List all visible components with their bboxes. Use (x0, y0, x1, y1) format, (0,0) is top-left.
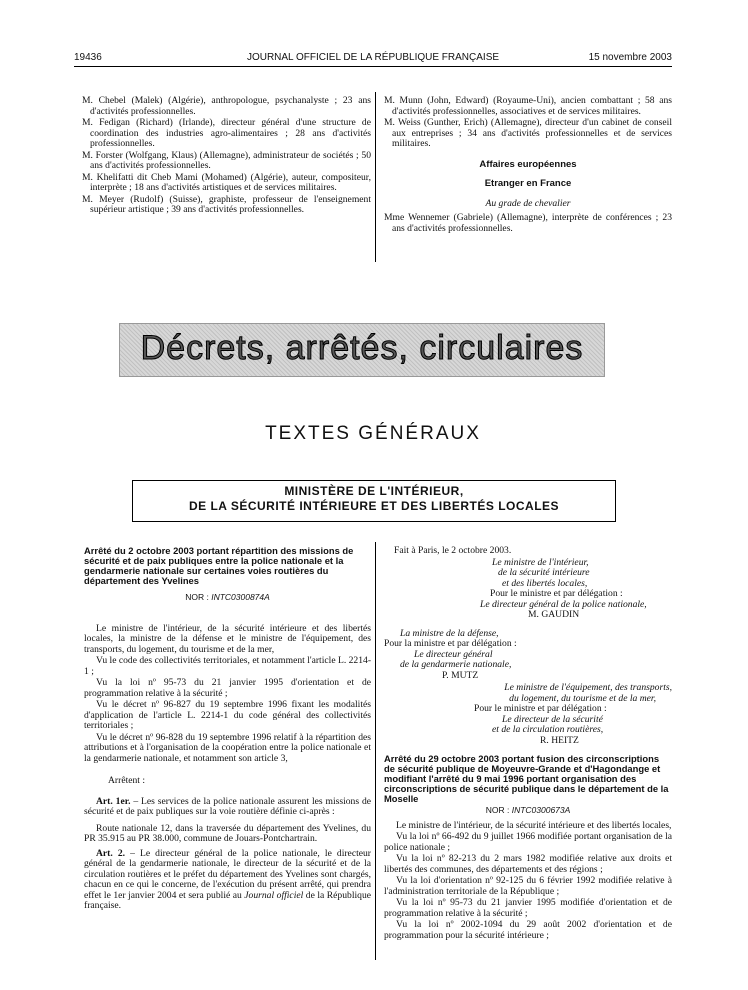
arretent: Arrêtent : (108, 775, 146, 786)
signature-block-interieur: Le ministre de l'intérieur, de la sécurité intérieure et des libertés locales, (492, 556, 590, 589)
top-right-column (384, 96, 672, 235)
section-banner (119, 323, 605, 377)
arrete-1 (84, 546, 371, 913)
signatory: M. GAUDIN (528, 609, 580, 620)
route-definition: Route nationale 12, dans la traversée du département des Yvelines, du PR 35.915 au PR 38.000, commune de Jouars-Pontchartrain. (84, 822, 371, 844)
ministry-line-1: MINISTÈRE DE L'INTÉRIEUR, (284, 484, 464, 498)
paragraph: Vu la loi d'orientation nº 92-125 du 6 février 1992 modifiée relative à l'administration territoriale de la République ; (384, 875, 672, 897)
article-2: Art. 2. – Le directeur général de la police nationale, le directeur général de la gendarmerie nationale, le directeur de la sécurité et de la circulation routières et le préfet du département des Yvelines sont chargés, chacun en ce qui le concerne, de l'exécution du présent arrêté, qui prendra effet le 1er janvier 2004 et sera publié au Journal officiel de la République française. (84, 847, 372, 911)
header-rule (74, 66, 672, 67)
list-item: M. Chebel (Malek) (Algérie), anthropologue, psychanalyste ; 23 ans d'activités professionnelles. (82, 95, 371, 117)
ministry-box (132, 480, 616, 522)
list-item: M. Khelifatti dit Cheb Mami (Mohamed) (Algérie), auteur, compositeur, interprète ; 18 ans d'activités artistiques et de services militaires. (82, 171, 371, 193)
nor-label: NOR : (485, 805, 510, 815)
nor-code: INTC0300673A (511, 805, 571, 815)
paragraph: Le ministre de l'intérieur, de la sécurité intérieure et des libertés locales, (396, 819, 672, 831)
signatory: P. MUTZ (442, 669, 479, 681)
top-left-column (82, 96, 371, 217)
signature-date: Fait à Paris, le 2 octobre 2003. (394, 545, 512, 556)
paragraph: Vu le décret nº 96-828 du 19 septembre 1996 relatif à la répartition des attributions et à l'organisation de la coopération entre la police nationale et la gendarmerie nationale, et notamment son article 3, (84, 731, 371, 764)
list-item: M. Weiss (Gunther, Erich) (Allemagne), directeur d'un cabinet de conseil aux entreprises ; 34 ans d'activités professionnelles et de services militaires. (384, 117, 672, 149)
paragraph: Vu la loi nº 95-73 du 21 janvier 1995 d'orientation et de programmation relative à la sécurité ; (84, 677, 371, 699)
arrete-2-title: Arrêté du 29 octobre 2003 portant fusion des circonscriptions de sécurité publique de Moyeuvre-Grande et d'Hagondange et modifiant l'arrêté du 9 mai 1996 portant organisation des circonscriptions de sécurité publique dans le département de la Moselle (384, 753, 669, 804)
article-label: Art. 2. (96, 847, 126, 859)
article-1: Art. 1er. – Les services de la police nationale assurent les missions de sécurité et de paix publiques sur la voie routière définie ci-après : (84, 795, 372, 817)
arrete-1-nor (84, 592, 371, 603)
list-item: Mme Wennemer (Gabriele) (Allemagne), interprète de conférences ; 23 ans d'activités professionnelles. (384, 212, 672, 234)
nor-code: INTC0300874A (211, 592, 270, 602)
signatures-and-arrete-2: Fait à Paris, le 2 octobre 2003. Le ministre de l'intérieur, de la sécurité intérieure et des libertés locales, Pour le ministre et par délégation : Le directeur général de la police nationale, M. GAUDIN La ministre de la défense, Pour la ministre et par délégation : Le directeur général de la gendarmerie nationale, P. MUTZ Le ministre de l'équipement, des transports, du logement, du tourisme et de la mer, Pour le ministre et par délégation : Le directeur de la sécurité et de la circulation routières, R. HEITZ Arrêté du 29 octobre 2003 portant fusion des circonscriptions de sécurité publique de Moyeuvre-Grande et d'Hagondange et modifiant l'arrêté du 9 mai 1996 portant organisation des circonscriptions de sécurité publique dans le département de la Moselle NOR : INTC0300673A Le ministre de l'intérieur, de la sécurité intérieure et des libertés locales, Vu la loi nº 66-492 du 9 juillet 1966 modifiée portant organisation de la police nationale ; Vu la loi nº 82-213 du 2 mars 1982 modifiée relative aux droits et libertés des communes, des départements et des régions ; Vu la loi d'orientation nº 92-125 du 6 février 1992 modifiée relative à l'administration territoriale de la République ; Vu la loi nº 95-73 du 21 janvier 1995 modifiée d'orientation et de programmation relative à la sécurité ; Vu la loi nº 2002-1094 du 29 août 2002 d'orientation et de programmation pour la sécurité intérieure ; (384, 545, 672, 941)
issue-date: 15 novembre 2003 (588, 52, 672, 63)
paragraph: Vu le code des collectivités territoriales, et notamment l'article L. 2214-1 ; (84, 655, 372, 677)
arrete-2-nor (384, 805, 672, 816)
paragraph: Vu le décret nº 96-827 du 19 septembre 1996 fixant les modalités d'application de l'article L. 2214-1 du code général des collectivités territoriales ; (84, 699, 371, 731)
paragraph: Vu la loi nº 66-492 du 9 juillet 1966 modifiée portant organisation de la police nationale ; (384, 831, 672, 853)
grade-heading: Au grade de chevalier (485, 197, 571, 209)
nor-label: NOR : (185, 592, 209, 602)
article-label: Art. 1er. (96, 795, 131, 807)
paragraph: Le ministre de l'intérieur, de la sécurité intérieure et des libertés locales, la ministre de la défense et le ministre de l'équipement, des transports, du logement, du tourisme et de la mer, (84, 622, 371, 655)
list-item: M. Forster (Wolfgang, Klaus) (Allemagne), administrateur de sociétés ; 50 ans d'activités professionnelles. (82, 149, 371, 171)
column-divider (375, 92, 376, 262)
list-item: M. Fedigan (Richard) (Irlande), directeur général d'une structure de coordination des industries agro-alimentaires ; 28 ans d'activités professionnelles. (82, 117, 371, 149)
page-number: 19436 (74, 52, 102, 63)
affaires-heading: Affaires européennes (479, 158, 577, 170)
journal-title: JOURNAL OFFICIEL DE LA RÉPUBLIQUE FRANÇAISE (246, 52, 500, 63)
paragraph: Vu la loi nº 82-213 du 2 mars 1982 modifiée relative aux droits et libertés des communes, des départements et des régions ; (384, 853, 672, 875)
paragraph: Vu la loi nº 95-73 du 21 janvier 1995 modifiée d'orientation et de programmation relative à la sécurité ; (384, 897, 672, 919)
arrete-1-title: Arrêté du 2 octobre 2003 portant répartition des missions de sécurité et de paix publiques entre la police nationale et la gendarmerie nationale sur certaines voies routières du département des Yvelines (84, 545, 354, 586)
ministry-line-2: DE LA SÉCURITÉ INTÉRIEURE ET DES LIBERTÉS LOCALES (188, 499, 560, 513)
column-divider (375, 542, 376, 960)
paragraph: Vu la loi nº 2002-1094 du 29 août 2002 d'orientation et de programmation pour la sécurité intérieure ; (384, 919, 672, 941)
signatory: R. HEITZ (540, 734, 579, 746)
list-item: M. Meyer (Rudolf) (Suisse), graphiste, professeur de l'enseignement supérieur artistique ; 39 ans d'activités professionnelles. (82, 193, 371, 215)
list-item: M. Munn (John, Edward) (Royaume-Uni), ancien combattant ; 58 ans d'activités professionnelles, associatives et de services militaires. (384, 95, 672, 117)
etranger-heading: Etranger en France (484, 178, 572, 189)
banner-title: Décrets, arrêtés, circulaires (140, 329, 584, 367)
section-title: TEXTES GÉNÉRAUX (265, 423, 481, 444)
